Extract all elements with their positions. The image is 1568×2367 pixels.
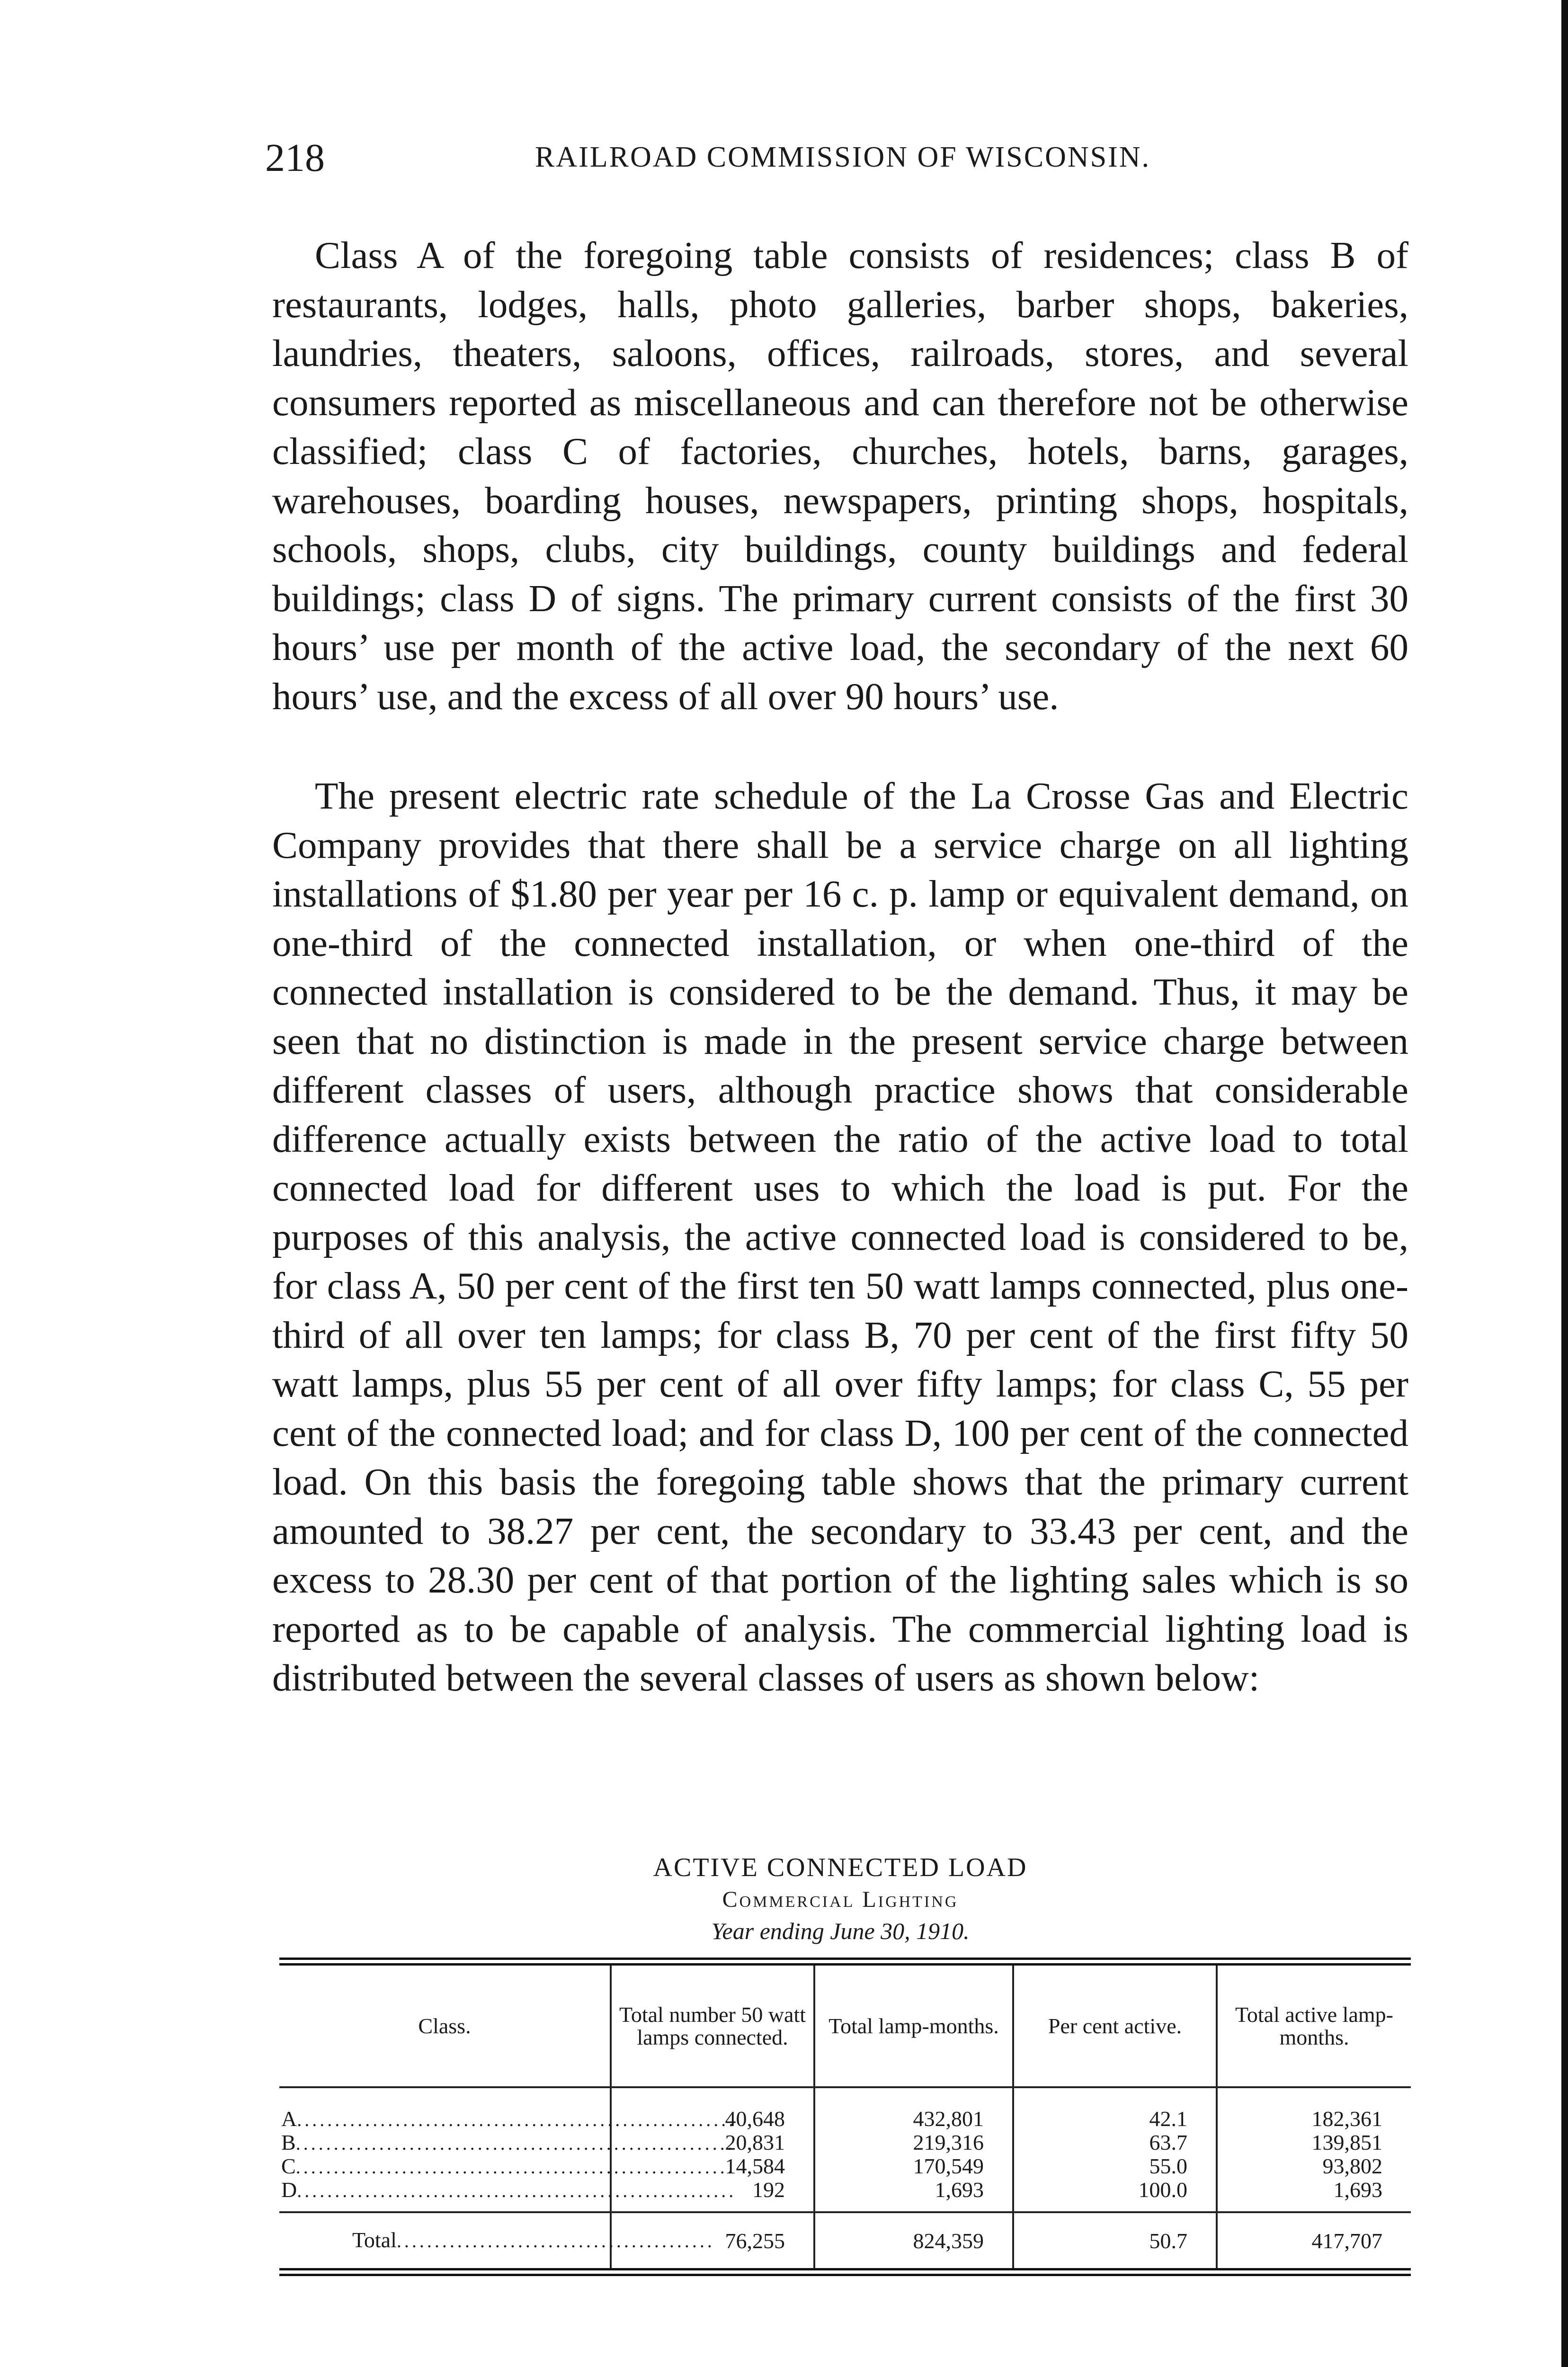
total-per-cent-active: 50.7 — [1013, 2212, 1217, 2268]
header-class: Class. — [279, 1966, 611, 2087]
running-head: RAILROAD COMMISSION OF WISCONSIN. — [535, 141, 1151, 173]
lamp-months-values — [814, 2087, 1013, 2212]
table-top-rule — [279, 1958, 1411, 1966]
page-header — [265, 135, 1420, 192]
table-cell: 40,648 — [725, 2107, 785, 2131]
class-labels: A .......................................................... B .......................................................... C .......................................................... D .......................................................... — [281, 2107, 737, 2202]
class-label: C — [281, 2154, 296, 2178]
table-cell: 170,549 — [913, 2154, 984, 2178]
total-label-cell: Total .......................................... — [279, 2212, 611, 2268]
total-lamp-months: 824,359 — [814, 2212, 1013, 2268]
total-row — [279, 2212, 1411, 2268]
table-cell: 63.7 — [1149, 2130, 1187, 2154]
table-cell: 1,693 — [1333, 2178, 1382, 2202]
body-text-block-2 — [272, 772, 1408, 1703]
class-label: B — [281, 2130, 296, 2154]
header-lamp-months: Total lamp-months. — [814, 1966, 1013, 2087]
table-cell: 14,584 — [725, 2154, 785, 2178]
table-cell: 20,831 — [725, 2130, 785, 2154]
class-label: D — [281, 2178, 297, 2202]
paragraph-2: The present electric rate schedule of the La Crosse Gas and Electric Company provides that there shall be a service charge on all lighting installations of $1.80 per year per 16 c. p. lamp or equivalent demand, on one-third of the connected installation, or when one-third of the connected installation is considered to be the demand. Thus, it may be seen that no distinction is made in the present service charge between different classes of users, although practice shows that considerable difference actually exists between the ratio of the active load to total connected load for different uses to which the load is put. For the purposes of this analysis, the active connected load is considered to be, for class A, 50 per cent of the first ten 50 watt lamps connected, plus one-third of all over ten lamps; for class B, 70 per cent of the first fifty 50 watt lamps, plus 55 per cent of all over fifty lamps; for class C, 55 per cent of the connected load; and for class D, 100 per cent of the connected load. On this basis the foregoing table shows that the primary current amounted to 38.27 per cent, the secondary to 33.43 per cent, and the excess to 28.30 per cent of that portion of the lighting sales which is so reported as to be capable of analysis. The commercial lighting load is distributed between the several classes of users as shown below: — [272, 774, 1408, 1699]
table-cell: 1,693 — [935, 2178, 984, 2202]
table-subtitle: Commercial Lighting — [722, 1887, 959, 1912]
table-cell: 42.1 — [1149, 2107, 1187, 2131]
total-active-lamp-months: 417,707 — [1217, 2212, 1411, 2268]
table-cell: 55.0 — [1149, 2154, 1187, 2178]
total-lamps-connected: 76,255 — [611, 2212, 814, 2268]
page-number: 218 — [265, 136, 325, 180]
header-lamps-connected: Total number 50 watt lamps connected. — [611, 1966, 814, 2087]
table-caption — [272, 1851, 1408, 1947]
scan-border-right — [1561, 0, 1568, 2367]
table-cell: 100.0 — [1138, 2178, 1187, 2202]
per-cent-active-values — [1013, 2087, 1217, 2212]
header-per-cent-active: Per cent active. — [1013, 1966, 1217, 2087]
active-load-table — [279, 1958, 1411, 2276]
active-lamp-months-values — [1217, 2087, 1411, 2212]
table-bottom-rule — [279, 2268, 1411, 2276]
table-cell: 192 — [752, 2178, 785, 2202]
table-cell: 93,802 — [1322, 2154, 1382, 2178]
table-cell: 219,316 — [913, 2130, 984, 2154]
table-cell: 432,801 — [913, 2107, 984, 2131]
table-row — [279, 2087, 1411, 2212]
data-table — [279, 1966, 1411, 2268]
table-period: Year ending June 30, 1910. — [711, 1918, 970, 1944]
header-active-lamp-months: Total active lamp-months. — [1217, 1966, 1411, 2087]
table-cell: 182,361 — [1311, 2107, 1382, 2131]
body-text-block-1 — [272, 231, 1408, 721]
table-cell: 139,851 — [1311, 2130, 1382, 2154]
class-label: A — [281, 2107, 297, 2131]
table-header-row — [279, 1966, 1411, 2087]
total-label: Total — [352, 2228, 397, 2252]
paragraph-1: Class A of the foregoing table consists of residences; class B of restaurants, lodges, halls, photo galleries, barber shops, bakeries, laundries, theaters, saloons, offices, railroads, stores, and several consumers reported as miscellaneous and can therefore not be otherwise classified; class C of factories, churches, hotels, barns, garages, warehouses, boarding houses, newspapers, printing shops, hospitals, schools, shops, clubs, city buildings, county buildings and federal buildings; class D of signs. The primary current consists of the first 30 hours’ use per month of the active load, the secondary of the next 60 hours’ use, and the excess of all over 90 hours’ use. — [272, 234, 1408, 718]
table-title: ACTIVE CONNECTED LOAD — [653, 1853, 1028, 1882]
